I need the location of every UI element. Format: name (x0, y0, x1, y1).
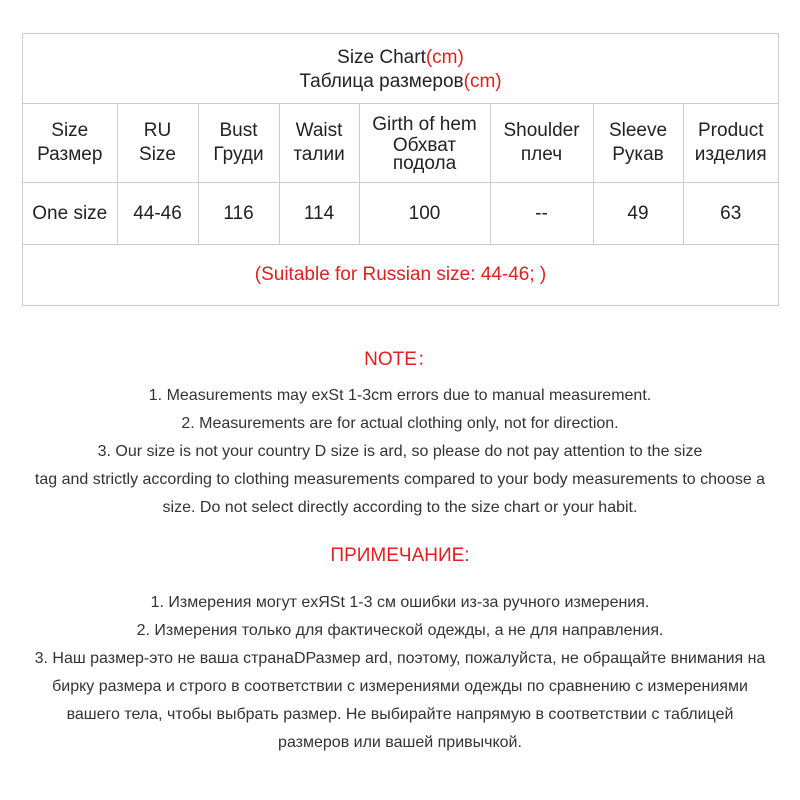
header-product: Product изделия (683, 104, 778, 183)
note-ru-line: бирку размера и строго в соответствии с измерениями одежды по сравнению с измерениями (52, 678, 748, 695)
size-chart (22, 33, 779, 306)
header-sleeve: Sleeve Рукав (593, 104, 683, 183)
cell-bust: 116 (198, 183, 279, 245)
header-bust: Bust Груди (198, 104, 279, 183)
note-title-en: NOTE： (364, 349, 436, 370)
note-ru-line: 1. Измерения могут exЯSt 1-3 см ошибки из-за ручного измерения. (150, 594, 650, 611)
header-girth-of-hem: Girth of hem Обхват подола (359, 104, 490, 183)
title-en-unit: (cm) (425, 47, 464, 68)
cell-waist: 114 (279, 183, 359, 245)
header-shoulder: Shoulder плеч (490, 104, 593, 183)
note-ru-line: 3. Наш размер-это не ваша странаDРазмер ard, поэтому, пожалуйста, не обращайте внимания на (34, 650, 766, 667)
cell-product: 63 (683, 183, 778, 245)
title-en-text: Size Chart (337, 47, 426, 68)
note-en-line: 2. Measurements are for actual clothing only, not for direction. (181, 415, 619, 432)
note-ru-line: 2. Измерения только для фактической одежды, а не для направления. (136, 622, 664, 639)
size-table (23, 104, 778, 245)
size-chart-title-en (23, 46, 778, 70)
note-title-ru: ПРИМЕЧАНИЕ: (330, 545, 470, 566)
title-ru-unit: (cm) (463, 71, 502, 92)
cell-ru-size: 44-46 (117, 183, 198, 245)
note-en-line: size. Do not select directly according to the size chart or your habit. (162, 499, 638, 516)
cell-shoulder: -- (490, 183, 593, 245)
header-waist: Waist талии (279, 104, 359, 183)
size-chart-title (23, 34, 778, 104)
note-en-line: 3. Our size is not your country D size is ard, so please do not pay attention to the size (97, 443, 703, 460)
header-ru-size: RU Size (117, 104, 198, 183)
cell-sleeve: 49 (593, 183, 683, 245)
note-ru-line: вашего тела, чтобы выбрать размер. Не выбирайте напрямую в соответствии с таблицей (66, 706, 734, 723)
cell-size: One size (23, 183, 117, 245)
note-ru-body (20, 589, 780, 757)
note-ru-line: размеров или вашей привычкой. (278, 734, 522, 751)
size-chart-title-ru (23, 70, 778, 94)
table-header-row (23, 104, 778, 183)
header-size: Size Размер (23, 104, 117, 183)
suitable-size-note: (Suitable for Russian size: 44-46; ) (254, 264, 547, 285)
note-en-body (20, 382, 780, 522)
title-ru-text: Таблица размеров (299, 71, 464, 92)
cell-girth-of-hem: 100 (359, 183, 490, 245)
note-en-line: 1. Measurements may exSt 1-3cm errors due to manual measurement. (148, 387, 652, 404)
table-row (23, 183, 778, 245)
note-en-line: tag and strictly according to clothing measurements compared to your body measurements to choose a (34, 471, 766, 488)
